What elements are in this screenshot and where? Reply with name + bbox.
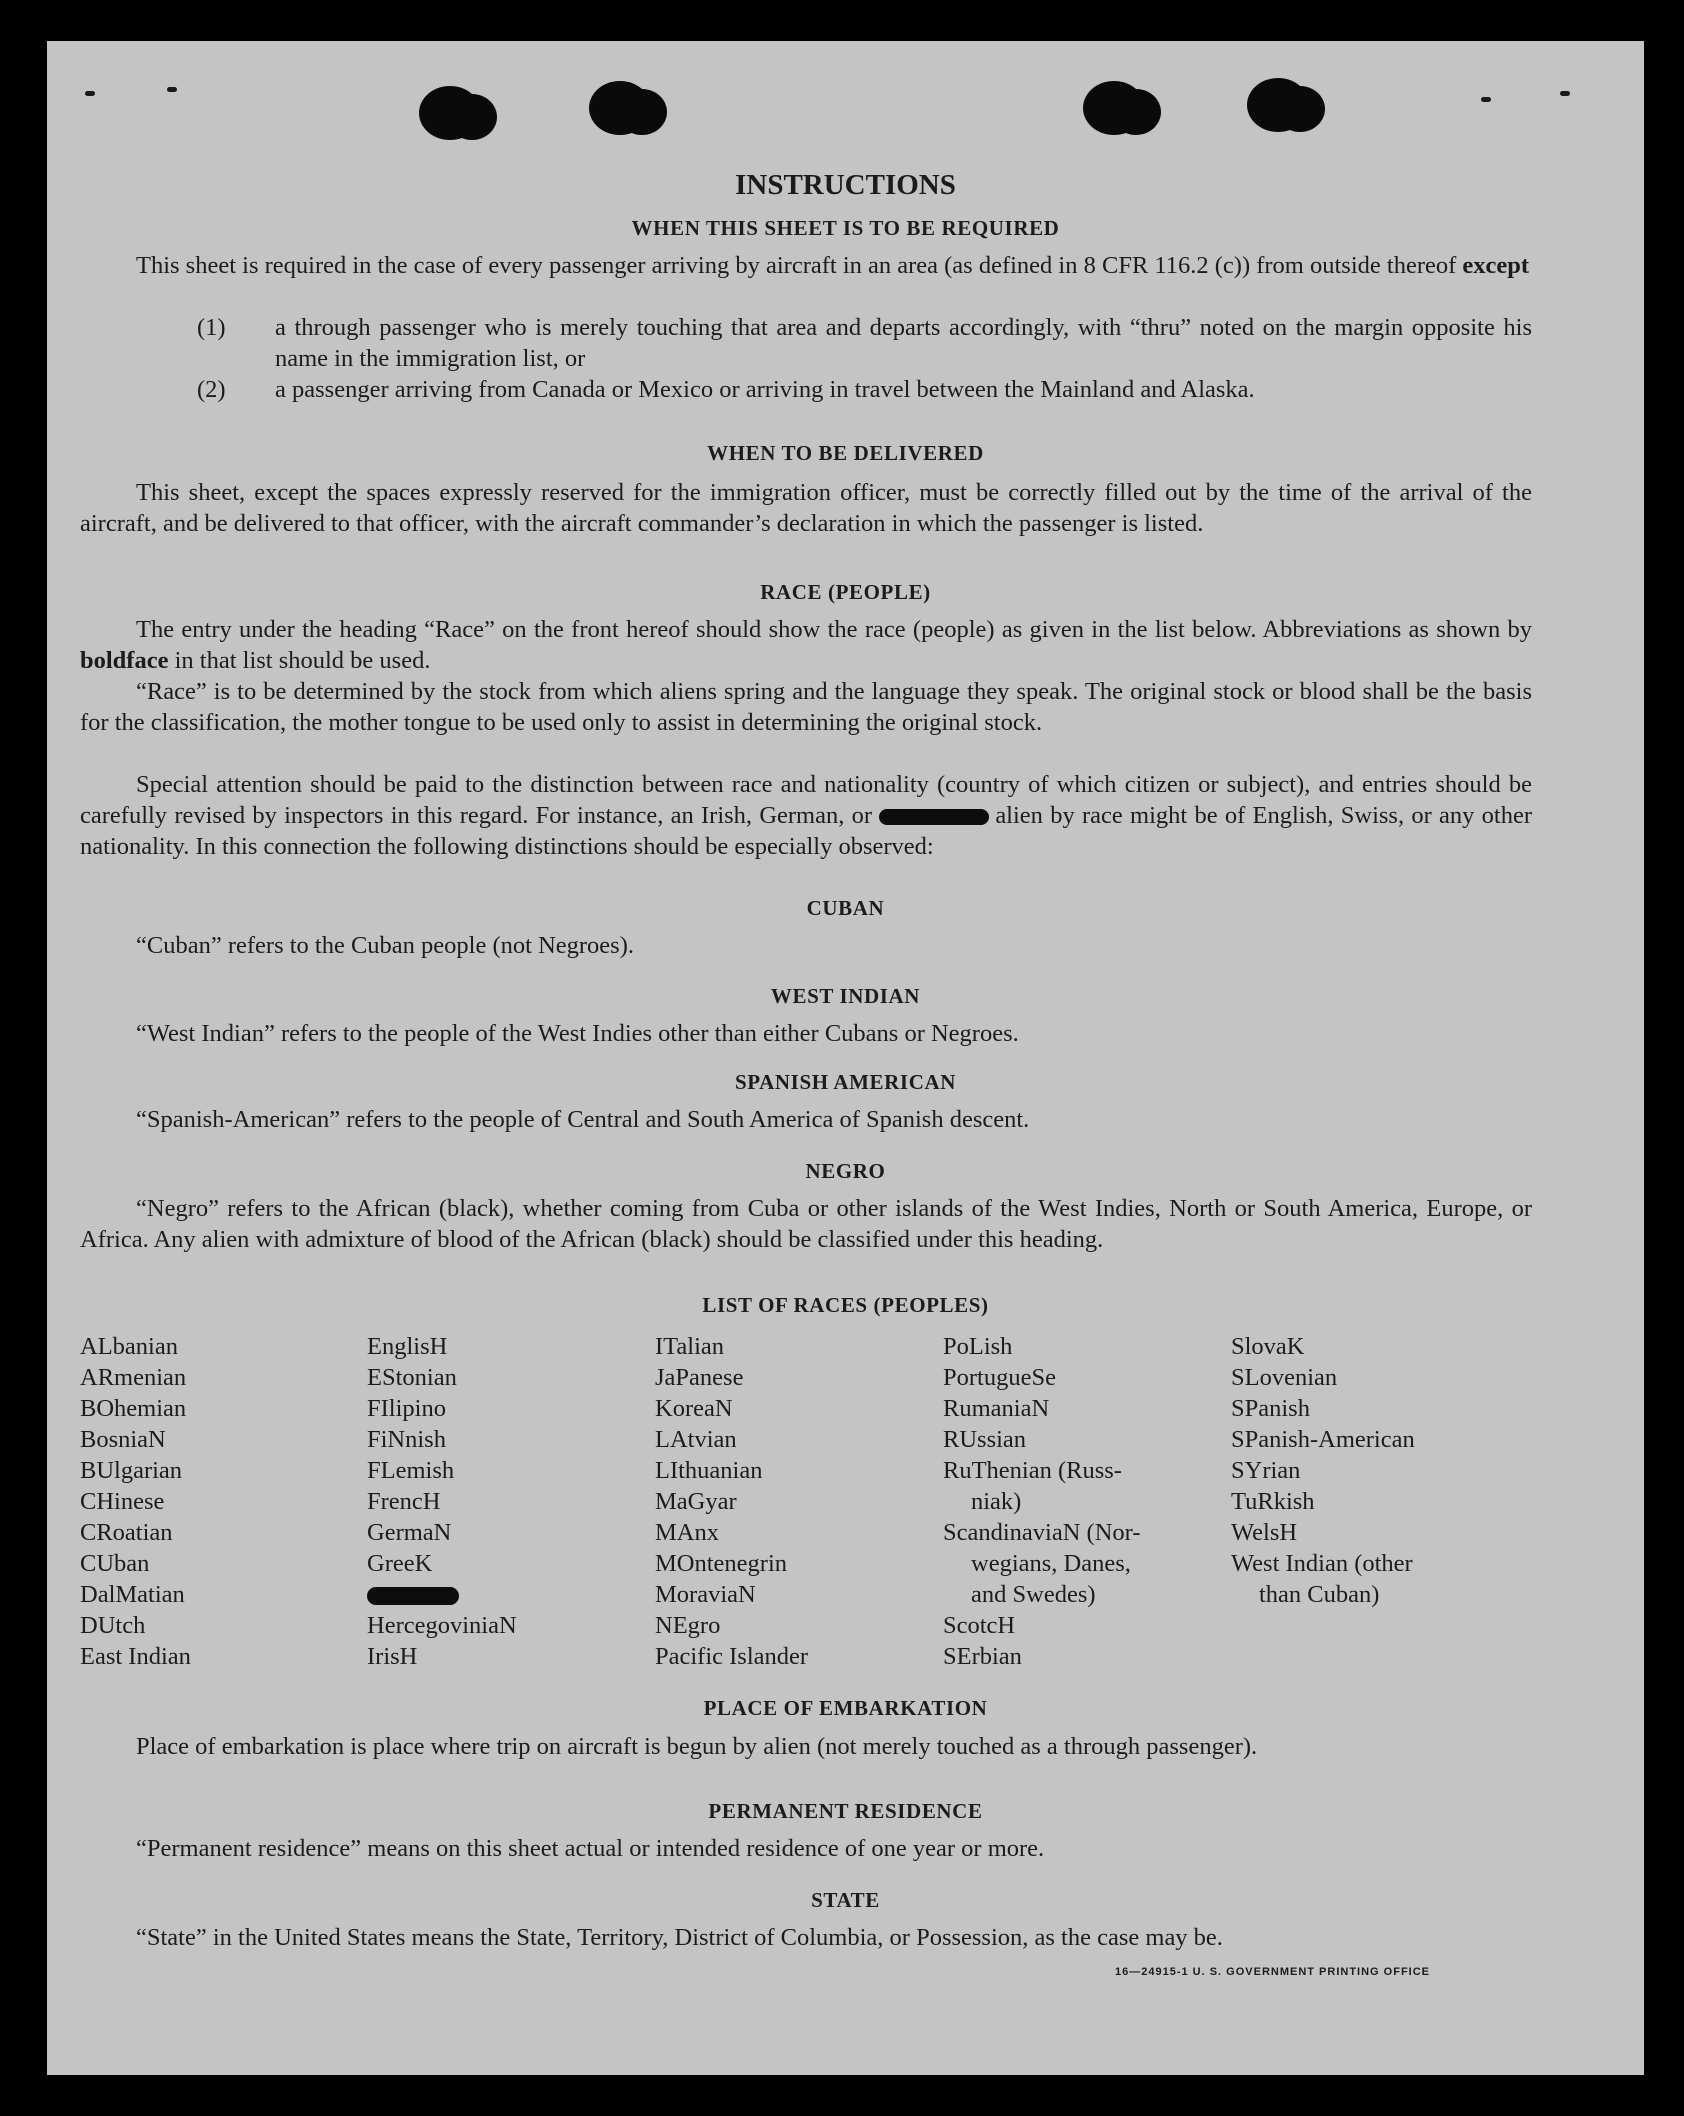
race-entry: PoLish [943, 1333, 1013, 1360]
race-entry: FrencH [367, 1488, 441, 1515]
race-entry: LIthuanian [655, 1457, 763, 1484]
speck [1560, 91, 1570, 96]
paragraph-when-required [80, 250, 1532, 281]
heading-list-of-races: LIST OF RACES (PEOPLES) [702, 1293, 989, 1317]
text-bold: boldface [80, 647, 169, 674]
redaction-mark [367, 1587, 459, 1605]
race-entry: BOhemian [80, 1395, 187, 1422]
race-entry: BUlgarian [80, 1457, 183, 1484]
heading-negro: NEGRO [805, 1159, 886, 1183]
heading-state: STATE [811, 1888, 880, 1912]
redaction-mark [879, 809, 989, 825]
page-title: INSTRUCTIONS [735, 169, 956, 201]
race-entry: RuThenian (Russ- [943, 1457, 1122, 1484]
paragraph-negro: “Negro” refers to the African (black), whether coming from Cuba or other islands of the West Indies, North or South America, Europe, or Africa. Any alien with admixture of blood of the African (black) should be classified under this heading. [80, 1195, 1532, 1253]
race-entry: SErbian [943, 1643, 1022, 1670]
printer-imprint: 16—24915-1 U. S. GOVERNMENT PRINTING OFFICE [1115, 1966, 1431, 1978]
race-entry: MoraviaN [655, 1581, 756, 1608]
paragraph-race-1 [80, 614, 1532, 676]
punch-hole-3 [1083, 81, 1145, 135]
race-entry: GreeK [367, 1550, 433, 1577]
paragraph-west-indian: “West Indian” refers to the people of the West Indies other than either Cubans or Negroes. [136, 1020, 1019, 1047]
list-item [197, 374, 1532, 405]
text: in that list should be used. [174, 647, 431, 674]
paragraph-state: “State” in the United States means the State, Territory, District of Columbia, or Possession, as the case may be. [136, 1924, 1223, 1951]
heading-when-delivered: WHEN TO BE DELIVERED [707, 441, 984, 465]
race-entry: IrisH [367, 1643, 418, 1670]
paragraph-spanish-american: “Spanish-American” refers to the people of Central and South America of Spanish descent. [136, 1106, 1030, 1133]
races-column-5 [1231, 1331, 1415, 1610]
race-entry: SPanish [1231, 1395, 1310, 1422]
race-entry-continuation: than Cuban) [1259, 1581, 1380, 1608]
paragraph-race-2: “Race” is to be determined by the stock from which aliens spring and the language they speak. The original stock or blood shall be the basis for the classification, the mother tongue to be used only to assist in determining the original stock. [80, 678, 1532, 736]
race-entry: FLemish [367, 1457, 455, 1484]
race-entry: MAnx [655, 1519, 719, 1546]
race-entry: West Indian (other [1231, 1550, 1413, 1577]
race-entry: LAtvian [655, 1426, 737, 1453]
punch-hole-4 [1247, 78, 1309, 132]
paragraph-permanent-residence: “Permanent residence” means on this sheet actual or intended residence of one year or more. [136, 1835, 1045, 1862]
race-entry: SPanish-American [1231, 1426, 1415, 1453]
race-entry-continuation: niak) [971, 1488, 1022, 1515]
races-column-2 [367, 1331, 517, 1672]
race-entry: DUtch [80, 1612, 146, 1639]
speck [85, 91, 95, 96]
paragraph-embarkation: Place of embarkation is place where trip on aircraft is begun by alien (not merely touched as a through passenger). [136, 1733, 1258, 1760]
race-entry: EnglisH [367, 1333, 448, 1360]
item-number: (2) [197, 376, 226, 403]
race-entry: ScandinaviaN (Nor- [943, 1519, 1141, 1546]
race-entry: JaPanese [655, 1364, 744, 1391]
heading-permanent-residence: PERMANENT RESIDENCE [708, 1799, 983, 1823]
race-entry: Pacific Islander [655, 1643, 809, 1670]
race-entry: CUban [80, 1550, 150, 1577]
race-entry: SLovenian [1231, 1364, 1338, 1391]
text-bold: except [1462, 252, 1530, 279]
races-column-4 [943, 1331, 1140, 1672]
item-text: a through passenger who is merely touching that area and departs accordingly, with “thru” noted on the margin opposite his name in the immigration list, or [275, 314, 1532, 372]
text: Special attention should be paid to the distinction between race and nationality (country of which citizen or subject), and entries should be carefully revised by inspectors in this regard. For instance, an Irish, German, or [80, 771, 1532, 829]
race-entry-continuation: and Swedes) [971, 1581, 1096, 1608]
text: This sheet is required in the case of every passenger arriving by aircraft in an area (as defined in 8 CFR 116.2 (c)) from outside thereof [136, 252, 1457, 279]
race-entry: HercegoviniaN [367, 1612, 517, 1639]
item-text: a passenger arriving from Canada or Mexico or arriving in travel between the Mainland and Alaska. [275, 376, 1255, 403]
race-entry: KoreaN [655, 1395, 733, 1422]
paragraph-cuban: “Cuban” refers to the Cuban people (not Negroes). [136, 932, 634, 959]
race-entry: SYrian [1231, 1457, 1301, 1484]
heading-spanish-american: SPANISH AMERICAN [735, 1070, 956, 1094]
race-entry: CHinese [80, 1488, 165, 1515]
race-entry: PortugueSe [943, 1364, 1056, 1391]
race-entry: RUssian [943, 1426, 1027, 1453]
race-entry: MOntenegrin [655, 1550, 787, 1577]
race-entry: DalMatian [80, 1581, 185, 1608]
race-entry: WelsH [1231, 1519, 1298, 1546]
paragraph-race-3 [80, 769, 1532, 862]
document-sheet [47, 41, 1644, 2075]
race-entry: ARmenian [80, 1364, 187, 1391]
item-number: (1) [197, 314, 226, 341]
race-entry: NEgro [655, 1612, 721, 1639]
race-entry: ALbanian [80, 1333, 178, 1360]
heading-cuban: CUBAN [806, 896, 885, 920]
race-entry: FiNnish [367, 1426, 446, 1453]
races-column-3 [655, 1331, 808, 1672]
speck [1481, 97, 1491, 102]
race-entry: SlovaK [1231, 1333, 1305, 1360]
list-item [197, 312, 1532, 374]
races-column-1 [80, 1331, 191, 1672]
punch-hole-1 [419, 86, 481, 140]
race-entry: MaGyar [655, 1488, 737, 1515]
race-entry-continuation: wegians, Danes, [971, 1550, 1131, 1577]
race-entry: CRoatian [80, 1519, 173, 1546]
punch-hole-2 [589, 81, 651, 135]
speck [167, 87, 177, 92]
redacted-race-entry [367, 1579, 517, 1610]
paragraph-when-delivered: This sheet, except the spaces expressly reserved for the immigration officer, must be correctly filled out by the time of the arrival of the aircraft, and be delivered to that officer, with the aircraft commander’s declaration in which the passenger is listed. [80, 479, 1532, 537]
race-entry: ITalian [655, 1333, 725, 1360]
race-entry: RumaniaN [943, 1395, 1050, 1422]
race-entry: East Indian [80, 1643, 191, 1670]
text: alien by race might be of English, Swiss, or any other nationality. In this connection the following distinctions should be especially observed: [80, 802, 1533, 860]
heading-race: RACE (PEOPLE) [760, 580, 931, 604]
race-entry: EStonian [367, 1364, 457, 1391]
race-entry: TuRkish [1231, 1488, 1315, 1515]
race-entry: BosniaN [80, 1426, 166, 1453]
heading-west-indian: WEST INDIAN [770, 984, 921, 1008]
heading-when-required: WHEN THIS SHEET IS TO BE REQUIRED [631, 216, 1060, 240]
race-entry: ScotcH [943, 1612, 1016, 1639]
race-entry: FIlipino [367, 1395, 446, 1422]
heading-embarkation: PLACE OF EMBARKATION [703, 1696, 988, 1720]
text: The entry under the heading “Race” on the front hereof should show the race (people) as given in the list below. Abbreviations as shown by [136, 616, 1532, 643]
race-entry: GermaN [367, 1519, 452, 1546]
